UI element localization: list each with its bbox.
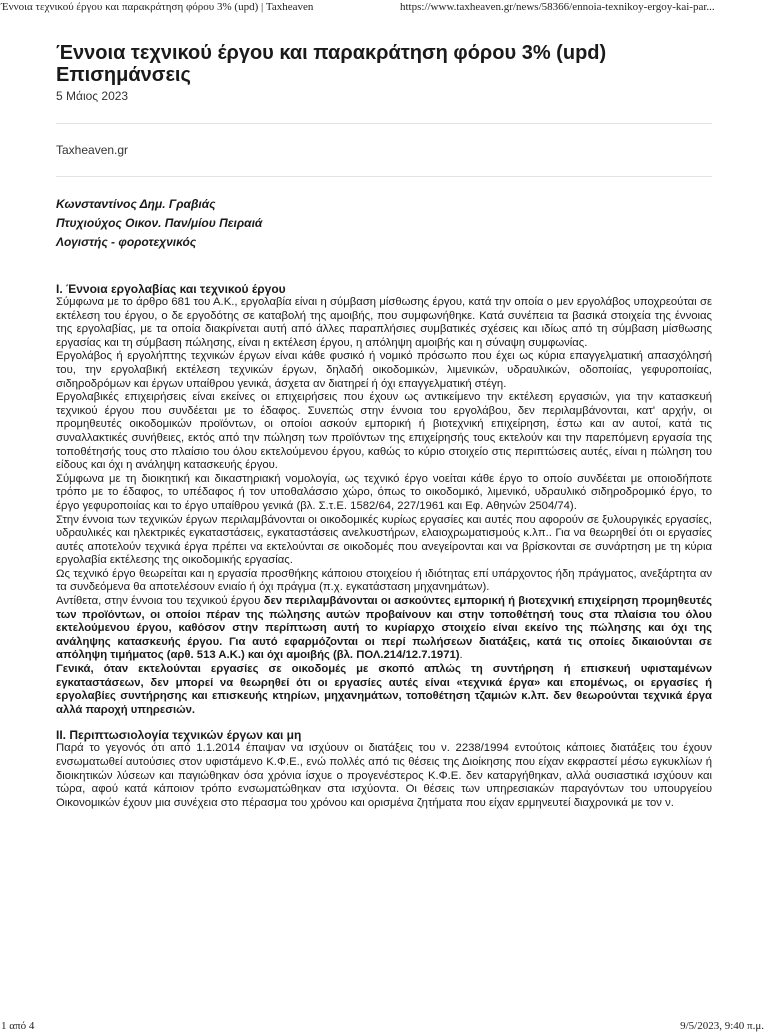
section-title-1: I. Έννοια εργολαβίας και τεχνικού έργου (56, 282, 286, 296)
divider (56, 176, 712, 177)
page-number: 1 από 4 (1, 1020, 35, 1032)
article-title: Έννοια τεχνικού έργου και παρακράτηση φόρου 3% (upd) Επισημάνσεις (56, 42, 607, 86)
paragraph-text: Αντίθετα, στην έννοια του τεχνικού έργου (56, 595, 264, 608)
author-block (56, 195, 712, 252)
paragraph: Εργολάβος ή εργολήπτης τεχνικών έργων είναι κάθε φυσικό ή νομικό πρόσωπο που έχει ως κύρια επαγγελματική απασχόλησή του, την εργολαβική εκτέλεση τεχνικών έργων, δηλαδή οικοδομικών, λιμενικών, υδραυλικών, οδοποιίας, γεφυροποιίας, σιδηροδρόμων και έργων υπαίθρου γενικά, άσχετα αν διατηρεί ή όχι επαγγελματική στέγη. (56, 350, 712, 390)
paragraph-text: . (459, 649, 463, 662)
print-header-url[interactable]: https://www.taxheaven.gr/news/58366/ennoia-texnikoy-ergoy-kai-par... (400, 1, 715, 13)
paragraph-emphasis: Γενικά, όταν εκτελούνται εργασίες σε οικοδομές με σκοπό απλώς τη συντήρηση ή επισκευή υφισταμένων εγκαταστάσεων, δεν μπορεί να θεωρηθεί ότι οι εργασίες αυτές είναι «τεχνικά έργα» και επομένως, οι εργασίες ή εργολαβίες συντήρησης και επισκευής κτηρίων, μηχανημάτων, τοποθέτηση τζαμιών κ.λπ. δεν θεωρούνται τεχνικά έργα αλλά παροχή υπηρεσιών. (56, 663, 712, 716)
article-date: 5 Μάιος 2023 (56, 89, 129, 103)
author-name: Κωνσταντίνος Δημ. Γραβιάς (56, 197, 216, 211)
paragraph-emphasis: δεν περιλαμβάνονται οι ασκούντες εμπορική ή βιοτεχνική επιχείρηση προμηθευτές των προϊόντων, οι οποίοι πέραν της πώλησης αυτών προβαίνουν και στην τοποθέτησή τους στα πλαίσια του όλου εκτελούμενου έργου, καθόσον στην περίπτωση αυτή το κυρίαρχο στοιχείο είναι εκείνο της πώλησης και όχι της ανάληψης κατασκευής έργου. Για αυτό εφαρμόζονται οι περί πωλήσεων διατάξεις, κατά τις οποίες δικαιούνται σε απόληψη τιμήματος (αρθ. 513 Α.Κ.) και όχι αμοιβής (βλ. ΠΟΛ.214/12.7.1971) (56, 595, 712, 662)
paragraph (56, 595, 712, 663)
paragraph: Παρά το γεγονός ότι από 1.1.2014 έπαψαν να ισχύουν οι διατάξεις του ν. 2238/1994 εντούτοις κάποιες διατάξεις του έχουν ενσωματωθεί αυτούσιες στον υφιστάμενο Κ.Φ.Ε., ενώ πολλές από τις θέσεις της Διοίκησης που είχαν εκφραστεί μέσω εγκυκλίων ή διοικητικών λύσεων και παγιώθηκαν όσα χρόνια ίσχυε ο προγενέστερος Κ.Φ.Ε. δεν καταργήθηκαν, αλλά ουσιαστικά ισχύουν και τώρα, αφού κατά κάποιον τρόπο ενσωματώθηκαν στα ισχύοντα. Οι θέσεις των υπηρεσιακών παραγόντων του υπουργείου Οικονομικών έχουν μια συνέχεια στο πέρασμα του χρόνου και ορισμένα ζητήματα που είχαν ερμηνευτεί διαχρονικά με τον ν. (56, 742, 712, 809)
paragraph: Σύμφωνα με το άρθρο 681 του Α.Κ., εργολαβία είναι η σύμβαση μίσθωσης έργου, κατά την οποία ο μεν εργολάβος υποχρεούται σε εκτέλεση του έργου, ο δε εργοδότης σε καταβολή της αμοιβής, που συμφωνήθηκε. Κατά συνέπεια τα βασικά στοιχεία της έννοιας της εργολαβίας, με τα οποία διακρίνεται αυτή από άλλες παραπλήσιες συμβατικές σχέσεις και ιδίως από τη σύμβαση μίσθωσης εργασίας και τη σύμβαση πώλησης, είναι η εκτέλεση έργου, η απόληψη αμοιβής και η σύναψη συμφωνίας. (56, 296, 712, 349)
divider (56, 123, 712, 124)
print-header-title: Έννοια τεχνικού έργου και παρακράτηση φόρου 3% (upd) | Taxheaven (1, 1, 314, 13)
print-timestamp: 9/5/2023, 9:40 π.μ. (680, 1020, 764, 1032)
paragraph: Σύμφωνα με τη διοικητική και δικαστηριακή νομολογία, ως τεχνικό έργο νοείται κάθε έργο το οποίο συνδέεται με οποιοδήποτε τρόπο με το έδαφος, το υπέδαφος ή τον υποθαλάσσιο χώρο, όπως το οικοδομικό, λιμενικό, υδραυλικό σιδηροδρομικό έργο, το έργο γεφυροποιίας και το έργο υπαίθρου γενικά (βλ. Σ.τ.Ε. 1582/64, 227/1961 και Εφ. Αθηνών 2504/74). (56, 472, 712, 512)
section-title-2: II. Περιπτωσιολογία τεχνικών έργων και μη (56, 728, 302, 743)
author-profession: Λογιστής - φοροτεχνικός (56, 235, 197, 249)
paragraph: Εργολαβικές επιχειρήσεις είναι εκείνες οι επιχειρήσεις που έχουν ως αντικείμενο την εκτέλεση εργασιών, για την κατασκευή τεχνικού έργου που συνδέεται με το έδαφος. Συνεπώς στην έννοια του εργολάβου, δεν περιλαμβάνονται, κατ' αρχήν, οι προμηθευτές οικοδομικών προϊόντων, οι οποίοι ασκούν εμπορική ή βιοτεχνική επιχείρηση, έστω και αν αυτοί, κατά τις συναλλακτικές συνήθειες, εκτός από την πώληση των προϊόντων της επιχείρησής τους εκτελούν και την παρεπόμενη εργασία της τοποθέτησής τους στο πλαίσιο του όλου εκτελούμενου έργου, καθώς το κύριο στοιχείο στις περιπτώσεις αυτές, είναι η πώληση του είδους και όχι η ανάληψη κατασκευής έργου. (56, 391, 712, 472)
article-source[interactable]: Taxheaven.gr (56, 143, 129, 157)
article (56, 42, 712, 810)
author-degree: Πτυχιούχος Οικον. Παν/μίου Πειραιά (56, 216, 263, 230)
paragraph: Στην έννοια των τεχνικών έργων περιλαμβάνονται οι οικοδομικές κυρίως εργασίες και αυτές που αφορούν σε ξυλουργικές εργασίες, υδραυλικές και ηλεκτρικές εγκαταστάσεις, εγκαταστάσεις ανελκυστήρων, ελαιοχρωματισμούς κ.λπ.. Για να θεωρηθεί ότι οι εργασίες αυτές αποτελούν τεχνικά έργα πρέπει να εκτελούνται σε οικοδομές που ανεγείρονται και να βρίσκονται σε συνάρτηση με τη κύρια εργολαβία εκτέλεσης της οικοδομικής εργασίας. (56, 513, 712, 567)
paragraph (56, 663, 712, 717)
paragraph: Ως τεχνικό έργο θεωρείται και η εργασία προσθήκης κάποιου στοιχείου ή ιδιότητας επί υπάρχοντος ήδη πράγματος, ανεξάρτητα αν τα συνδεόμενα θα αποτελέσουν ενιαίο ή όχι πράγμα (π.χ. εγκατάσταση μηχανημάτων). (56, 567, 712, 594)
